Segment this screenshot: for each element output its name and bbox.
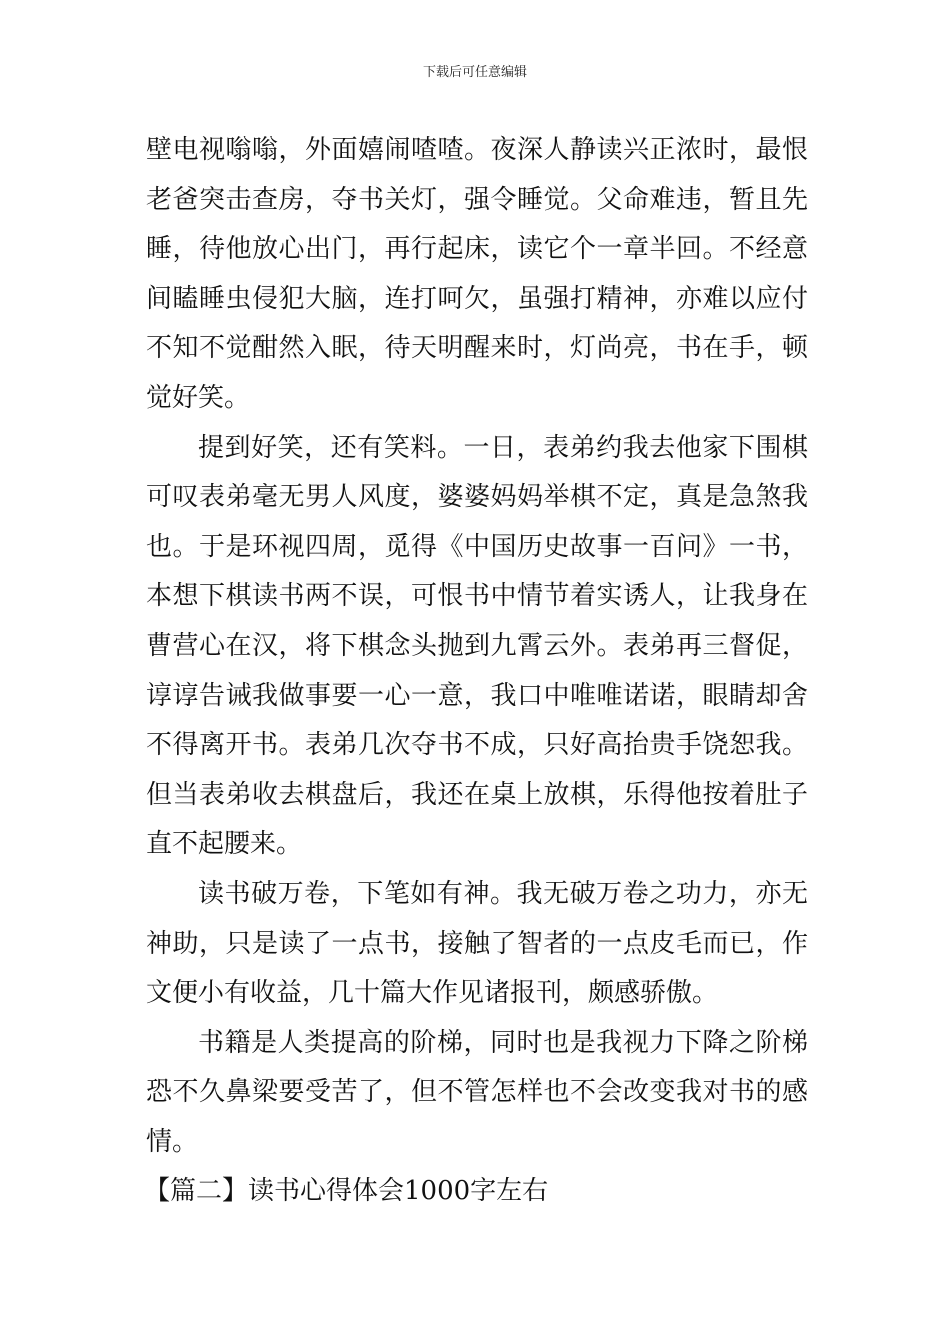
paragraph-books-ladder: 书籍是人类提高的阶梯，同时也是我视力下降之阶梯恐不久鼻梁要受苦了，但不管怎样也不会改变我对书的感情。 [146,1027,808,1157]
paragraph-chess-anecdote: 提到好笑，还有笑料。一日，表弟约我去他家下围棋可叹表弟毫无男人风度，婆婆妈妈举棋不定，真是急煞我也。于是环视四周，觅得《中国历史故事一百问》一书，本想下棋读书两不误，可恨书中情节着实诱人，让我身在曹营心在汉，将下棋念头抛到九霄云外。表弟再三督促，谆谆告诫我做事要一心一意，我口中唯唯诺诺，眼睛却舍不得离开书。表弟几次夺书不成，只好高抬贵手饶恕我。但当表弟收去棋盘后，我还在桌上放棋，乐得他按着肚子直不起腰来。 [146,432,808,860]
page-header-note: 下载后可任意编辑 [422,65,527,80]
paragraph-reading-benefits: 读书破万卷，下笔如有神。我无破万卷之功力，亦无神助，只是读了一点书，接触了智者的一点皮毛而已，作文便小有收益，几十篇大作见诸报刊，颇感骄傲。 [146,878,808,1009]
paragraph-continuation: 壁电视嗡嗡，外面嬉闹喳喳。夜深人静读兴正浓时，最恨老爸突击查房，夺书关灯，强令睡觉。父命难违，暂且先睡，待他放心出门，再行起床，读它个一章半回。不经意间瞌睡虫侵犯大脑，连打呵欠，虽强打精神，亦难以应付不知不觉酣然入眠，待天明醒来时，灯尚亮，书在手，顿觉好笑。 [146,135,808,413]
document-body [146,126,808,1217]
section-heading: 【篇二】读书心得体会1000字左右 [144,1176,549,1207]
